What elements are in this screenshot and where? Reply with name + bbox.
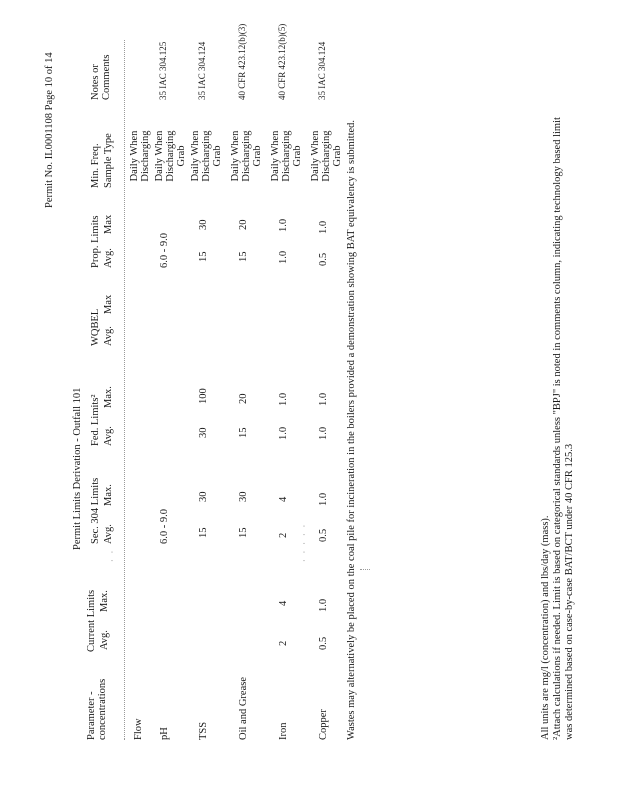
row-fed-max: 100 xyxy=(198,388,209,404)
table-title: Permit Limits Derivation - Outfall 101 xyxy=(72,387,83,550)
col-wqbel-avg: Avg. xyxy=(103,326,114,346)
row-prop-range: 6.0 - 9.0 xyxy=(159,233,170,268)
row-sec304-max: 30 xyxy=(238,491,249,502)
scan-mark xyxy=(360,569,370,570)
col-current-limits-header: Current Limits xyxy=(86,589,97,652)
row-prop-max: 1.0 xyxy=(318,220,329,234)
row-note: 35 IAC 304.124 xyxy=(317,41,327,100)
col-current-avg: Avg. xyxy=(99,630,110,650)
row-parameter: Oil and Grease xyxy=(238,677,249,740)
row-sec304-range: 6.0 - 9.0 xyxy=(159,509,170,544)
row-fed-avg: 15 xyxy=(238,427,249,438)
col-sec304-max: Max. xyxy=(103,484,114,506)
row-prop-avg: 15 xyxy=(238,251,249,262)
row-current-max: 1.0 xyxy=(318,598,329,612)
col-sample-type-header: Sample Type xyxy=(103,133,114,188)
footnote-units: All units are mg/l (concentration) and lbs/day (mass). xyxy=(540,515,551,740)
header-divider xyxy=(124,40,125,740)
row-sec304-max: 1.0 xyxy=(318,492,329,506)
row-note: 35 IAC 304.125 xyxy=(158,41,168,100)
row-fed-max: 1.0 xyxy=(278,392,289,406)
table-note: Wastes may alternatively be placed on the coal pile for incineration in the boilers provided a demonstration showing BAT equivalency is submitted. xyxy=(346,119,357,740)
row-prop-avg: 1.0 xyxy=(278,250,289,264)
row-prop-max: 30 xyxy=(198,219,209,230)
footnote-calculations: ²Attach calculations if needed. Limit is based on categorical standards unless "BPJ" is noted in comments column, indicating technology based limit xyxy=(552,117,563,740)
row-sec304-avg: 15 xyxy=(238,527,249,538)
row-parameter: Copper xyxy=(318,709,329,740)
row-sec304-avg: 0.5 xyxy=(318,528,329,542)
row-prop-max: 1.0 xyxy=(278,218,289,232)
row-frequency: Daily When Discharging Grab xyxy=(154,130,188,182)
col-min-freq-header: Min. Freq. xyxy=(90,143,101,188)
row-sec304-avg: 2 xyxy=(278,532,289,538)
row-parameter: TSS xyxy=(198,721,209,740)
col-wqbel-max: Max xyxy=(103,294,114,314)
row-prop-avg: 0.5 xyxy=(318,252,329,266)
row-fed-avg: 30 xyxy=(198,427,209,438)
row-current-max: 4 xyxy=(278,600,289,606)
scan-specks: · · · · · xyxy=(300,522,309,562)
row-frequency: Daily When Discharging Grab xyxy=(190,130,224,182)
row-fed-max: 20 xyxy=(238,393,249,404)
row-note: 35 IAC 304.124 xyxy=(197,41,207,100)
row-parameter: pH xyxy=(159,727,170,740)
col-parameter-header: Parameter - concentrations xyxy=(86,678,109,740)
col-prop-max: Max xyxy=(103,214,114,234)
row-frequency: Daily When Discharging Grab xyxy=(310,130,344,182)
col-fed-avg: Avg. xyxy=(103,426,114,446)
col-fed-header: Fed. Limits² xyxy=(90,394,101,446)
row-note: 40 CFR 423.12(b)(5) xyxy=(277,23,287,100)
col-fed-max: Max. xyxy=(103,386,114,408)
row-fed-max: 1.0 xyxy=(318,392,329,406)
footnote-case-by-case: was determined based on case-by-case BAT/BCT under 40 CFR 125.3 xyxy=(564,443,575,740)
row-sec304-avg: 15 xyxy=(198,527,209,538)
col-sec304-header: Sec. 304 Limits xyxy=(90,477,101,544)
permit-page-header: Permit No. IL0001108 Page 10 of 14 xyxy=(44,52,55,208)
row-sec304-max: 30 xyxy=(198,491,209,502)
row-sec304-max: 4 xyxy=(278,496,289,502)
col-prop-header: Prop. Limits xyxy=(90,215,101,268)
col-wqbel-header: WQBEL xyxy=(90,308,101,346)
col-prop-avg: Avg. xyxy=(103,248,114,268)
scan-specks: · · xyxy=(108,548,117,562)
row-current-avg: 2 xyxy=(278,640,289,646)
col-sec304-avg: Avg. xyxy=(103,524,114,544)
row-parameter: Iron xyxy=(278,722,289,740)
row-prop-avg: 15 xyxy=(198,251,209,262)
col-notes-header: Notes or Comments xyxy=(90,54,113,100)
row-note: 40 CFR 423.12(b)(3) xyxy=(237,23,247,100)
col-current-max: Max. xyxy=(99,590,110,612)
row-frequency: Daily When Discharging xyxy=(129,130,152,182)
row-parameter: Flow xyxy=(133,718,144,740)
row-fed-avg: 1.0 xyxy=(318,426,329,440)
row-frequency: Daily When Discharging Grab xyxy=(270,130,304,182)
row-frequency: Daily When Discharging Grab xyxy=(230,130,264,182)
row-fed-avg: 1.0 xyxy=(278,426,289,440)
row-current-avg: 0.5 xyxy=(318,636,329,650)
row-prop-max: 20 xyxy=(238,219,249,230)
